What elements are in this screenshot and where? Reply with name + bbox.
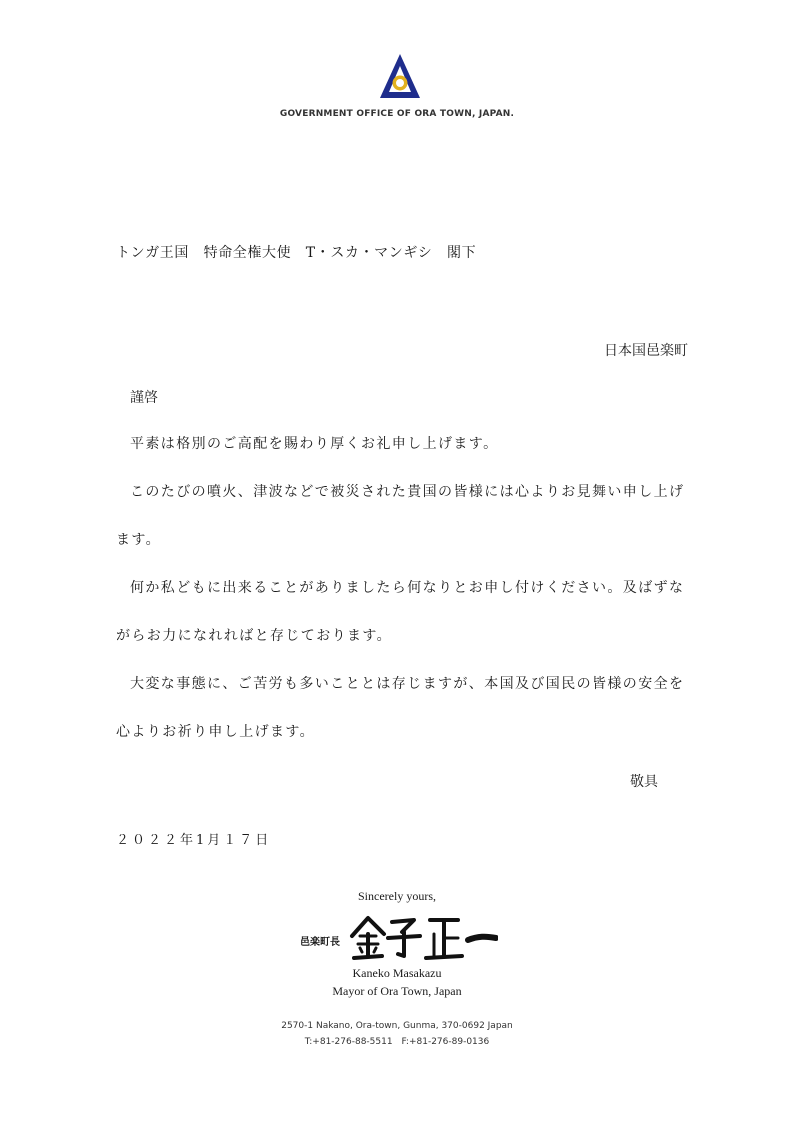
ora-town-emblem-icon (378, 52, 422, 100)
mayor-title-jp: 邑楽町長 (300, 937, 340, 948)
mayor-position-en: Mayor of Ora Town, Japan (332, 984, 462, 998)
handwritten-signature (348, 912, 498, 962)
footer-tel: T:+81-276-88-5511 (304, 1037, 393, 1047)
body-paragraph: このたびの噴火、津波などで被災された貴国の皆様には心よりお見舞い申し上げます。 (116, 484, 685, 548)
greeting: 謹啓 (130, 390, 158, 406)
footer-contact (0, 1037, 794, 1047)
body-paragraph: 何か私どもに出来ることがありましたら何なりとお申し付けください。及ばずながらお力になれればと存じております。 (116, 580, 685, 644)
office-name: GOVERNMENT OFFICE OF ORA TOWN, JAPAN. (279, 109, 515, 119)
sincerely-line: Sincerely yours, (358, 889, 436, 903)
body-paragraph: 大変な事態に、ご苦労も多いこととは存じますが、本国及び国民の皆様の安全を心よりお祈り申し上げます。 (116, 676, 685, 740)
body-paragraph: 平素は格別のご高配を賜わり厚くお礼申し上げます。 (130, 436, 499, 452)
footer-address: 2570-1 Nakano, Ora-town, Gunma, 370-0692 Japan (281, 1021, 513, 1031)
footer-fax: F:+81-276-89-0136 (401, 1037, 490, 1047)
mayor-name-en: Kaneko Masakazu (352, 966, 442, 980)
sender-name: 日本国邑楽町 (604, 343, 688, 359)
letter-date: ２０２２年1月１７日 (116, 833, 272, 848)
addressee: トンガ王国 特命全権大使 T・スカ・マンギシ 閣下 (116, 245, 477, 261)
closing: 敬具 (630, 774, 658, 790)
